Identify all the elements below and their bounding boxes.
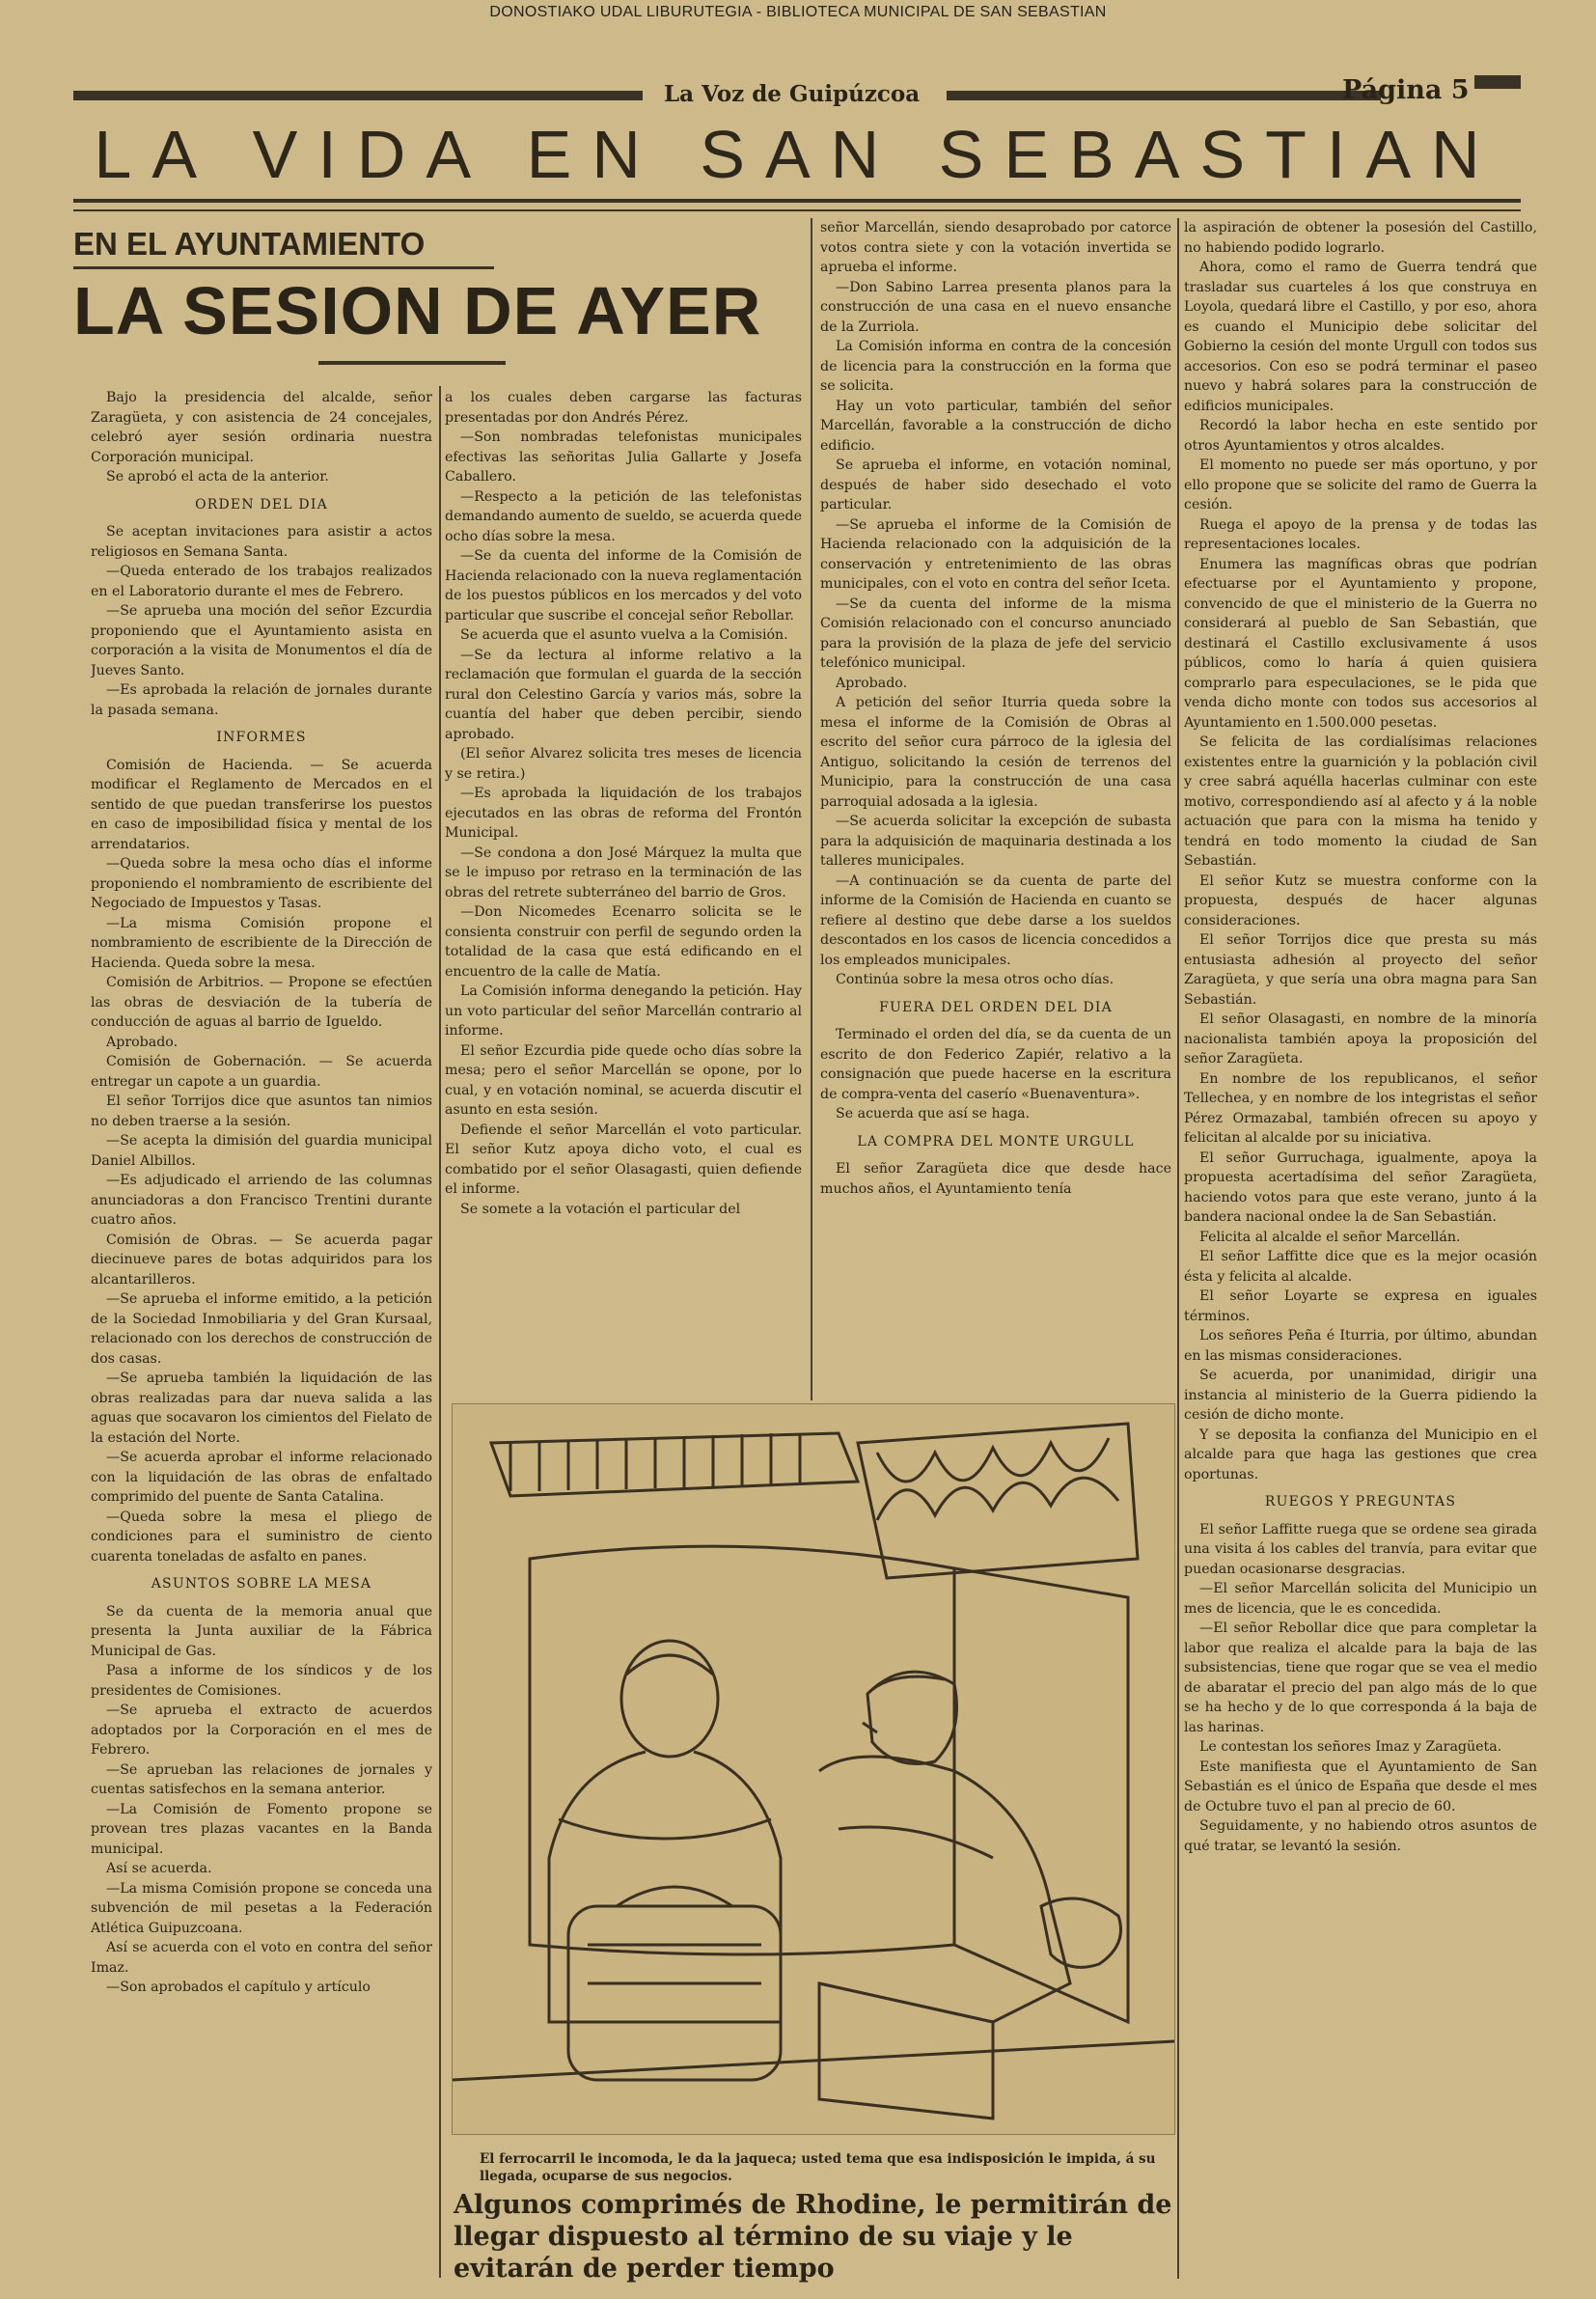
paragraph: Se aprueba el informe, en votación nominal, después de haber sido desechado el voto particular. bbox=[820, 457, 1171, 512]
paragraph: —Se condona a don José Márquez la multa que se le impuso por retraso en la terminación de las obras del retrete subterráneo del barrio de Gros. bbox=[445, 845, 802, 900]
paragraph: —Respecto a la petición de las telefonistas demandando aumento de sueldo, se acuerda quede ocho días sobre la mesa. bbox=[445, 488, 802, 544]
paragraph: Ruega el apoyo de la prensa y de todas las representaciones locales. bbox=[1184, 516, 1537, 552]
paragraph: Enumera las magníficas obras que podrían efectuarse por el Ayuntamiento y propone, convencido de que el ministerio de la Guerra no considerará al pueblo de San Sebastián, que destinará el Castillo exclusivamente á usos públicos, como lo haría á quien quisiera comprarlo para especulaciones, se le pida que venda dicho monte con todos sus accesorios al Ayuntamiento en 1.500.000 pesetas. bbox=[1184, 556, 1537, 731]
paragraph: Aprobado. bbox=[836, 675, 908, 691]
paragraph: El señor Torrijos dice que asuntos tan nimios no deben traerse a la sesión. bbox=[91, 1094, 432, 1129]
subheading-compra-monte-urgull: LA COMPRA DEL MONTE URGULL bbox=[857, 1133, 1135, 1150]
paragraph: —Don Sabino Larrea presenta planos para la construcción de una casa en el nuevo ensanche de la Zurriola. bbox=[820, 279, 1171, 335]
section-title: LA VIDA EN SAN SEBASTIAN bbox=[94, 117, 1500, 192]
paragraph: —Se aprueban las relaciones de jornales y cuentas satisfechos en la semana anterior. bbox=[91, 1761, 432, 1797]
paragraph: —Se aprueba una moción del señor Ezcurdia proponiendo que el Ayuntamiento asista en corporación a la visita de Monumentos el día de Jueves Santo. bbox=[91, 603, 432, 679]
paragraph: La Comisión informa denegando la petición. Hay un voto particular del señor Marcellán contrario al informe. bbox=[445, 983, 802, 1039]
title-rule-thick bbox=[73, 199, 1521, 203]
paragraph: Comisión de Obras. — Se acuerda pagar diecinueve pares de botas adquiridos para los alcantarilleros. bbox=[91, 1232, 432, 1288]
paragraph: Recordó la labor hecha en este sentido por otros Ayuntamientos y otros alcaldes. bbox=[1184, 418, 1537, 454]
paragraph: —La misma Comisión propone el nombramiento de escribiente de la Dirección de Hacienda. Queda sobre la mesa. bbox=[91, 915, 432, 971]
paragraph: El señor Laffitte ruega que se ordene sea girada una visita á los cables del tranvía, para evitar que puedan ocasionarse desgracias. bbox=[1184, 1521, 1537, 1577]
subheading-ruegos-y-preguntas: RUEGOS Y PREGUNTAS bbox=[1264, 1494, 1457, 1510]
paragraph: El señor Olasagasti, en nombre de la minoría nacionalista también apoya la proposición del señor Zaragüeta. bbox=[1184, 1011, 1537, 1066]
paragraph: —Es aprobada la liquidación de los trabajos ejecutados en las obras de reforma del Frontón Municipal. bbox=[445, 786, 802, 841]
paragraph: —Se aprueba el informe emitido, a la petición de la Sociedad Inmobiliaria y del Gran Kursaal, relacionado con los derechos de construcción de dos casas. bbox=[91, 1291, 432, 1367]
paragraph: Aprobado. bbox=[106, 1034, 179, 1050]
paragraph: Se acuerda que el asunto vuelva a la Comisión. bbox=[460, 627, 788, 643]
subheading-orden-del-dia: ORDEN DEL DIA bbox=[195, 496, 328, 512]
paragraph: Así se acuerda con el voto en contra del señor Imaz. bbox=[91, 1940, 432, 1976]
article-column-1 bbox=[91, 388, 432, 2280]
paragraph: —Es aprobada la relación de jornales durante la pasada semana. bbox=[91, 682, 432, 718]
article-kicker: EN EL AYUNTAMIENTO bbox=[73, 226, 426, 262]
paragraph: —Se da lectura al informe relativo a la reclamación que formulan el guarda de la sección rural don Celestino García y varios más, sobre la cuantía del haber que deben percibir, siendo aprobado. bbox=[445, 647, 802, 742]
article-column-4 bbox=[1184, 218, 1537, 2280]
paragraph: —El señor Marcellán solicita del Municipio un mes de licencia, que le es concedida. bbox=[1184, 1581, 1537, 1617]
paragraph: El señor Laffitte dice que es la mejor ocasión ésta y felicita al alcalde. bbox=[1184, 1249, 1537, 1285]
paragraph: señor Marcellán, siendo desaprobado por catorce votos contra siete y con la votación invertida se aprueba el informe. bbox=[820, 220, 1171, 275]
article-headline: LA SESION DE AYER bbox=[73, 273, 762, 348]
paragraph: —Son nombradas telefonistas municipales efectivas las señoritas Julia Gallarte y Josefa Caballero. bbox=[445, 429, 802, 485]
paragraph: Así se acuerda. bbox=[106, 1861, 212, 1876]
paragraph: —Se da cuenta del informe de la Comisión de Hacienda relacionado con la nueva reglamentación de los puestos públicos en los mercados y del voto particular que suscribe el concejal señor Rebollar. bbox=[445, 548, 802, 623]
paragraph: Pasa a informe de los síndicos y de los presidentes de Comisiones. bbox=[91, 1663, 432, 1699]
paragraph: —Se acuerda solicitar la excepción de subasta para la adquisición de maquinaria destinada a los talleres municipales. bbox=[820, 814, 1171, 869]
paragraph: —A continuación se da cuenta de parte del informe de la Comisión de Hacienda en cuanto se refiere al destino que debe darse a los sueldos descontados en los casos de licencia concedidos a los empleados municipales. bbox=[820, 873, 1171, 968]
paragraph: La Comisión informa en contra de la concesión de licencia para la construcción en la forma que se solicita. bbox=[820, 339, 1171, 394]
running-head-rule-middle bbox=[947, 91, 1381, 100]
paragraph: Comisión de Arbitrios. — Propone se efectúen las obras de desviación de la tubería de conducción de aguas al barrio de Igueldo. bbox=[91, 975, 432, 1030]
train-passenger-illustration bbox=[452, 1403, 1175, 2135]
paragraph: —Es adjudicado el arriendo de las columnas anunciadoras a don Francisco Trentini durante cuatro años. bbox=[91, 1173, 432, 1228]
paragraph: —Se aprueba también la liquidación de las obras realizadas para dar nueva salida a las aguas que socavaron los cimientos del Fielato de la estación del Norte. bbox=[91, 1371, 432, 1446]
article-column-2 bbox=[445, 388, 802, 1401]
paragraph: A petición del señor Iturria queda sobre la mesa el informe de la Comisión de Obras al escrito del señor cura párroco de la iglesia del Antiguo, solicitando la cesión de terrenos del Municipio, para la construcción de una casa parroquial adosada a la iglesia. bbox=[820, 695, 1171, 810]
paragraph: —Se da cuenta del informe de la misma Comisión relacionado con el concurso anunciado para la provisión de la plaza de jefe del servicio telefónico municipal. bbox=[820, 596, 1171, 671]
paragraph: Le contestan los señores Imaz y Zaragüeta. bbox=[1199, 1739, 1502, 1755]
paragraph: —Son aprobados el capítulo y artículo bbox=[106, 1980, 371, 1995]
paragraph: El señor Loyarte se expresa en iguales términos. bbox=[1184, 1288, 1537, 1324]
newspaper-name: La Voz de Guipúzcoa bbox=[664, 81, 921, 107]
paragraph: Continúa sobre la mesa otros ocho días. bbox=[836, 972, 1114, 987]
running-head bbox=[73, 75, 1521, 114]
subheading-fuera-del-orden: FUERA DEL ORDEN DEL DIA bbox=[879, 999, 1113, 1015]
paragraph: El señor Torrijos dice que presta su más entusiasta adhesión al proyecto del señor Zaragüeta, y que sería una obra magna para San Sebastián. bbox=[1184, 932, 1537, 1008]
paragraph: Se aceptan invitaciones para asistir a actos religiosos en Semana Santa. bbox=[91, 524, 432, 560]
illustration-caption: El ferrocarril le incomoda, le da la jaqueca; usted tema que esa indisposición le impida, á su llegada, ocuparse de sus negocios. bbox=[480, 2151, 1156, 2184]
headline-rule bbox=[318, 361, 506, 365]
paragraph: a los cuales deben cargarse las facturas presentadas por don Andrés Pérez. bbox=[445, 390, 802, 426]
paragraph: Y se deposita la confianza del Municipio en el alcalde para que haga las gestiones que crea oportunas. bbox=[1184, 1426, 1537, 1482]
paragraph: Defiende el señor Marcellán el voto particular. El señor Kutz apoya dicho voto, el cual es combatido por el señor Olasagasti, quien defiende el informe. bbox=[445, 1122, 802, 1197]
paragraph: Los señores Peña é Iturria, por último, abundan en las mismas consideraciones. bbox=[1184, 1328, 1537, 1364]
paragraph: —Se aprueba el informe de la Comisión de Hacienda relacionado con la adquisición de la conservación y entretenimiento de las obras municipales, con el voto en contra del señor Iceta. bbox=[820, 516, 1171, 592]
paragraph: —Se acuerda aprobar el informe relacionado con la liquidación de las obras de enfaltado comprimido del puente de Santa Catalina. bbox=[91, 1450, 432, 1505]
paragraph: la aspiración de obtener la posesión del Castillo, no habiendo podido lograrlo. bbox=[1184, 220, 1537, 256]
subheading-asuntos: ASUNTOS SOBRE LA MESA bbox=[151, 1576, 372, 1592]
column-divider-2 bbox=[811, 218, 812, 1400]
running-head-rule-right bbox=[1474, 75, 1521, 89]
paragraph: El señor Gurruchaga, igualmente, apoya la propuesta acertadísima del señor Zaragüeta, haciendo votos para que este verano, junto á la bandera nacional ondee la de San Sebastián. bbox=[1184, 1150, 1537, 1225]
paragraph: Comisión de Hacienda. — Se acuerda modificar el Reglamento de Mercados en el sentido de que puedan transferirse los puestos en caso de imposibilidad física y mental de los arrendatarios. bbox=[91, 757, 432, 852]
paragraph: —Se acepta la dimisión del guardia municipal Daniel Albillos. bbox=[91, 1133, 432, 1169]
paragraph: Se somete a la votación el particular del bbox=[460, 1201, 741, 1217]
paragraph: —Queda enterado de los trabajos realizados en el Laboratorio durante el mes de Febrero. bbox=[91, 564, 432, 599]
page-number: Página 5 bbox=[1342, 75, 1470, 105]
paragraph: Comisión de Gobernación. — Se acuerda entregar un capote a un guardia. bbox=[91, 1054, 432, 1090]
paragraph: —La misma Comisión propone se conceda una subvención de mil pesetas a la Federación Atlética Guipuzcoana. bbox=[91, 1880, 432, 1936]
train-compartment-drawing bbox=[453, 1404, 1174, 2134]
advertisement-rhodine: Algunos comprimés de Rhodine, le permitirán de llegar dispuesto al término de su viaje y le evitarán de perder tiempo bbox=[454, 2190, 1172, 2284]
kicker-underline bbox=[73, 266, 494, 269]
paragraph: Se acuerda, por unanimidad, dirigir una instancia al ministerio de la Guerra pidiendo la cesión de dicho monte. bbox=[1184, 1368, 1537, 1423]
column-divider-1 bbox=[439, 386, 441, 2278]
subheading-informes: INFORMES bbox=[216, 730, 307, 745]
paragraph: Este manifiesta que el Ayuntamiento de San Sebastián es el único de España que desde el mes de Octubre tuvo el pan al precio de 60. bbox=[1184, 1759, 1537, 1814]
column-divider-3 bbox=[1177, 218, 1179, 2279]
running-head-rule-left bbox=[73, 91, 643, 100]
paragraph: El señor Kutz se muestra conforme con la propuesta, después de hacer algunas consideraciones. bbox=[1184, 873, 1537, 928]
paragraph: El momento no puede ser más oportuno, y por ello propone que se solicite del ramo de Guerra la cesión. bbox=[1184, 457, 1537, 512]
paragraph: Bajo la presidencia del alcalde, señor Zaragüeta, y con asistencia de 24 concejales, celebró ayer sesión ordinaria nuestra Corporación municipal. bbox=[91, 390, 432, 465]
paragraph: El señor Ezcurdia pide quede ocho días sobre la mesa; pero el señor Marcellán se opone, por lo cual, y en votación nominal, se acuerda discutir el asunto en esta sesión. bbox=[445, 1042, 802, 1118]
library-header: DONOSTIAKO UDAL LIBURUTEGIA - BIBLIOTECA MUNICIPAL DE SAN SEBASTIAN bbox=[489, 4, 1107, 20]
paragraph: —La Comisión de Fomento propone se provean tres plazas vacantes en la Banda municipal. bbox=[91, 1801, 432, 1857]
paragraph: —Se aprueba el extracto de acuerdos adoptados por la Corporación en el mes de Febrero. bbox=[91, 1703, 432, 1758]
paragraph: —El señor Rebollar dice que para completar la labor que realiza el alcalde para la baja de las subsistencias, tiene que rogar que se vea el medio de abaratar el precio del pan algo más de lo que se ha hecho y de lo que corresponda á la baja de las harinas. bbox=[1184, 1620, 1537, 1735]
paragraph: (El señor Alvarez solicita tres meses de licencia y se retira.) bbox=[445, 746, 802, 782]
paragraph: Ahora, como el ramo de Guerra tendrá que trasladar sus cuarteles á los que construya en Loyola, quedará libre el Castillo, y por eso, ahora es cuando el Municipio debe solicitar del Gobierno la cesión del monte Urgull con todos sus accesorios. Con eso se podrá terminar el paseo nuevo y habrá solares para la construcción de edificios municipales. bbox=[1184, 260, 1537, 414]
paragraph: Terminado el orden del día, se da cuenta de un escrito de don Federico Zapiér, relativo a la consignación que puede hacerse en la escritura de compra-venta del caserío «Buenaventura». bbox=[820, 1027, 1171, 1102]
paragraph: —Don Nicomedes Ecenarro solicita se le consienta construir con perfil de segundo orden la totalidad de la casa que está edificando en el encuentro de la calle de Matía. bbox=[445, 904, 802, 980]
article-column-3 bbox=[820, 218, 1171, 1401]
paragraph: Felicita al alcalde el señor Marcellán. bbox=[1199, 1229, 1461, 1245]
paragraph: Seguidamente, y no habiendo otros asuntos de qué tratar, se levantó la sesión. bbox=[1184, 1818, 1537, 1854]
paragraph: En nombre de los republicanos, el señor Tellechea, y en nombre de los integristas el señor Pérez Ormazabal, también ofrecen su apoyo y felicitan al alcalde por su iniciativa. bbox=[1184, 1070, 1537, 1146]
paragraph: Se acuerda que así se haga. bbox=[836, 1106, 1031, 1122]
paragraph: Se felicita de las cordialísimas relaciones existentes entre la guarnición y la población civil y cree sabrá aquélla hacerlas culminar con este motivo, correspondiendo así al afecto y á la noble actuación que para con la misma ha tenido y tendrá en todo momento la ciudad de San Sebastián. bbox=[1184, 734, 1537, 869]
paragraph: Se aprobó el acta de la anterior. bbox=[106, 469, 329, 485]
title-rule-thin bbox=[73, 209, 1521, 211]
paragraph: Se da cuenta de la memoria anual que presenta la Junta auxiliar de la Fábrica Municipal de Gas. bbox=[91, 1603, 432, 1659]
paragraph: El señor Zaragüeta dice que desde hace muchos años, el Ayuntamiento tenía bbox=[820, 1161, 1171, 1197]
paragraph: Hay un voto particular, también del señor Marcellán, favorable a la construcción de dicho edificio. bbox=[820, 398, 1171, 454]
paragraph: —Queda sobre la mesa el pliego de condiciones para el suministro de ciento cuarenta toneladas de asfalto en panes. bbox=[91, 1509, 432, 1565]
paragraph: —Queda sobre la mesa ocho días el informe proponiendo el nombramiento de escribiente del Negociado de Impuestos y Tasas. bbox=[91, 856, 432, 911]
